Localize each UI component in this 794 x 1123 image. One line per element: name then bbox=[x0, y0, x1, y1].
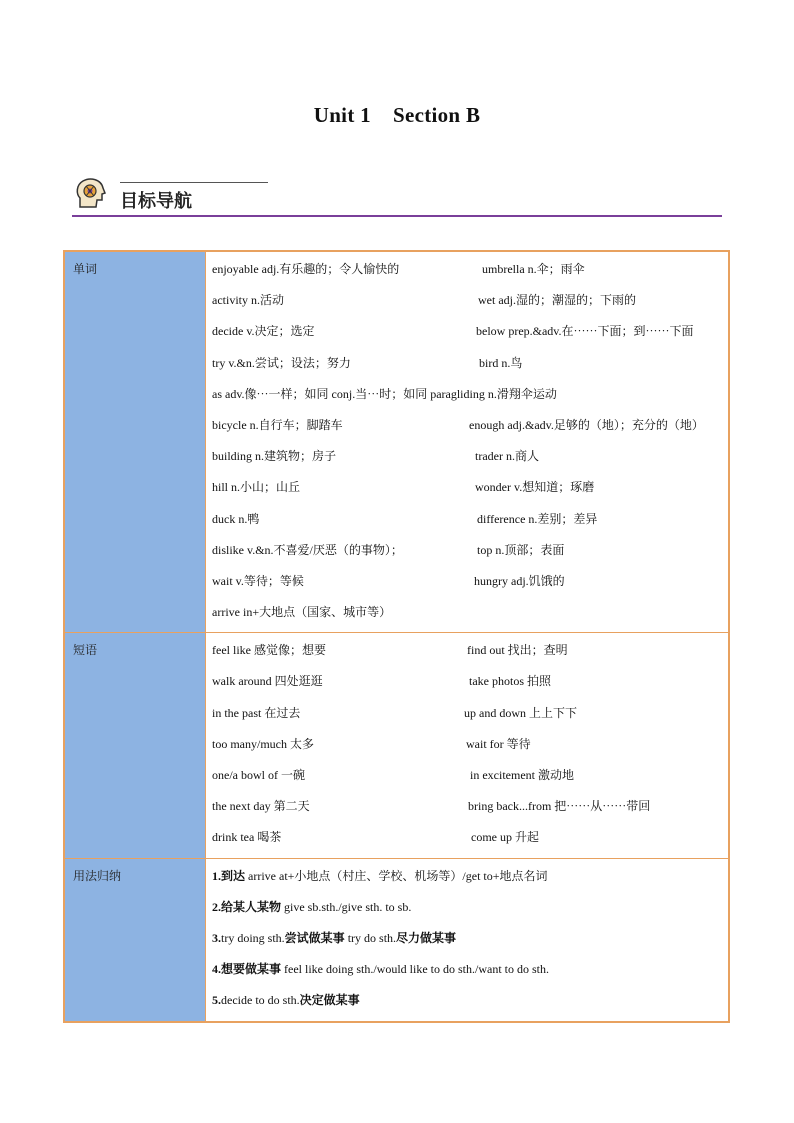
phrases-term-left: walk around 四处逛逛 bbox=[212, 674, 323, 689]
vocab-term-right: difference n.差别；差异 bbox=[477, 511, 598, 526]
vocab-line bbox=[212, 535, 722, 566]
phrases-term-right: find out 找出；查明 bbox=[467, 643, 568, 658]
vocab-line bbox=[212, 254, 722, 285]
usage-meaning: 决定做某事 bbox=[299, 993, 360, 1008]
vocab-term-left: dislike v.&n.不喜爱/厌恶（的事物）； bbox=[212, 542, 403, 557]
usage-pattern: try doing sth. bbox=[221, 930, 285, 945]
phrases-term-left: drink tea 喝茶 bbox=[212, 830, 282, 845]
phrases-line bbox=[212, 760, 722, 791]
phrases-term-left: feel like 感觉像；想要 bbox=[212, 643, 326, 658]
vocab-term-left: decide v.决定；选定 bbox=[212, 324, 315, 339]
usage-line bbox=[212, 861, 722, 892]
summary-table bbox=[63, 250, 730, 1023]
vocab-line bbox=[212, 597, 722, 628]
phrases-line bbox=[212, 822, 722, 853]
vocab-line bbox=[212, 504, 722, 535]
phrases-term-right: in excitement 激动地 bbox=[470, 768, 574, 782]
vocab-line bbox=[212, 566, 722, 597]
phrases-term-left: the next day 第二天 bbox=[212, 799, 310, 814]
phrases-term-left: one/a bowl of 一碗 bbox=[212, 768, 305, 782]
usage-line bbox=[212, 985, 722, 1016]
phrases-term-right: up and down 上上下下 bbox=[464, 705, 577, 720]
phrases-term-left: in the past 在过去 bbox=[212, 705, 301, 720]
vocab-term-left: as adv.像⋯一样；如同 conj.当⋯时；如同 paragliding n.滑翔伞运动 bbox=[212, 386, 557, 401]
vocab-line bbox=[212, 285, 722, 316]
usage-heading: 到达 bbox=[221, 868, 246, 883]
title-section: Section B bbox=[392, 103, 481, 127]
phrases-line bbox=[212, 729, 722, 760]
vocab-term-right: enough adj.&adv.足够的（地）；充分的（地） bbox=[469, 417, 704, 432]
vocab-term-right: umbrella n.伞；雨伞 bbox=[482, 262, 585, 276]
usage-heading: 想要做某事 bbox=[221, 962, 282, 977]
vocab-line bbox=[212, 472, 722, 503]
usage-pattern: decide to do sth. bbox=[221, 993, 300, 1008]
vocab-row bbox=[64, 251, 729, 633]
phrases-term-right: take photos 拍照 bbox=[469, 674, 551, 689]
vocab-term-right: trader n.商人 bbox=[475, 449, 539, 464]
usage-pattern: feel like doing sth./would like to do sth./want to do sth. bbox=[281, 962, 549, 977]
vocab-term-right: hungry adj.饥饿的 bbox=[474, 573, 565, 588]
usage-heading: 给某人某物 bbox=[221, 899, 282, 914]
nav-label: 目标导航 bbox=[120, 191, 192, 212]
phrases-line bbox=[212, 698, 722, 729]
vocab-line bbox=[212, 379, 722, 410]
phrases-line bbox=[212, 666, 722, 697]
vocab-line bbox=[212, 348, 722, 379]
usage-content bbox=[206, 858, 730, 1021]
vocab-term-left: wait v.等待；等候 bbox=[212, 573, 304, 588]
usage-line bbox=[212, 892, 722, 923]
usage-row bbox=[64, 858, 729, 1021]
usage-pattern: arrive at+小地点（村庄、学校、机场等）/get to+地点名词 bbox=[245, 868, 548, 883]
usage-pattern: give sb.sth./give sth. to sb. bbox=[281, 899, 412, 914]
phrases-term-right: bring back...from 把⋯⋯从⋯⋯带回 bbox=[468, 799, 651, 814]
usage-number: 4. bbox=[212, 962, 221, 977]
vocab-term-left: activity n.活动 bbox=[212, 293, 284, 308]
phrases-term-right: wait for 等待 bbox=[466, 736, 531, 751]
head-gear-icon bbox=[74, 176, 108, 210]
vocab-term-right: wonder v.想知道；琢磨 bbox=[475, 480, 595, 495]
vocab-line bbox=[212, 410, 722, 441]
vocab-content bbox=[206, 251, 730, 633]
vocab-line bbox=[212, 316, 722, 347]
page-title bbox=[0, 103, 794, 128]
phrases-line bbox=[212, 791, 722, 822]
usage-number: 5. bbox=[212, 993, 221, 1008]
usage-label: 用法归纳 bbox=[64, 858, 206, 1021]
usage-number: 1. bbox=[212, 868, 221, 883]
header-rule-top bbox=[120, 182, 268, 183]
vocab-term-right: bird n.鸟 bbox=[479, 355, 523, 370]
usage-pattern-2: try do sth. bbox=[344, 930, 397, 945]
vocab-term-right: below prep.&adv.在⋯⋯下面；到⋯⋯下面 bbox=[476, 324, 694, 339]
section-header bbox=[72, 176, 722, 220]
usage-number: 2. bbox=[212, 899, 221, 914]
phrases-content bbox=[206, 633, 730, 858]
title-unit: Unit 1 bbox=[313, 103, 371, 127]
vocab-line bbox=[212, 441, 722, 472]
usage-meaning-2: 尽力做某事 bbox=[396, 930, 457, 945]
phrases-label: 短语 bbox=[64, 633, 206, 858]
usage-line bbox=[212, 923, 722, 954]
vocab-term-left: arrive in+大地点（国家、城市等） bbox=[212, 605, 392, 620]
vocab-term-left: bicycle n.自行车；脚踏车 bbox=[212, 417, 343, 432]
vocab-term-left: building n.建筑物；房子 bbox=[212, 449, 337, 464]
usage-meaning: 尝试做某事 bbox=[284, 930, 345, 945]
vocab-term-left: try v.&n.尝试；设法；努力 bbox=[212, 355, 351, 370]
phrases-term-left: too many/much 太多 bbox=[212, 736, 314, 751]
vocab-term-left: duck n.鸭 bbox=[212, 511, 260, 526]
phrases-row bbox=[64, 633, 729, 858]
vocab-term-right: wet adj.湿的；潮湿的；下雨的 bbox=[478, 293, 636, 308]
vocab-term-left: hill n.小山；山丘 bbox=[212, 480, 301, 495]
phrases-line bbox=[212, 635, 722, 666]
phrases-term-right: come up 升起 bbox=[471, 830, 539, 845]
vocab-term-left: enjoyable adj.有乐趣的；令人愉快的 bbox=[212, 262, 400, 276]
header-rule-bottom bbox=[72, 215, 722, 217]
vocab-label: 单词 bbox=[64, 251, 206, 633]
usage-number: 3. bbox=[212, 930, 221, 945]
vocab-term-right: top n.顶部；表面 bbox=[477, 542, 565, 557]
usage-line bbox=[212, 954, 722, 985]
